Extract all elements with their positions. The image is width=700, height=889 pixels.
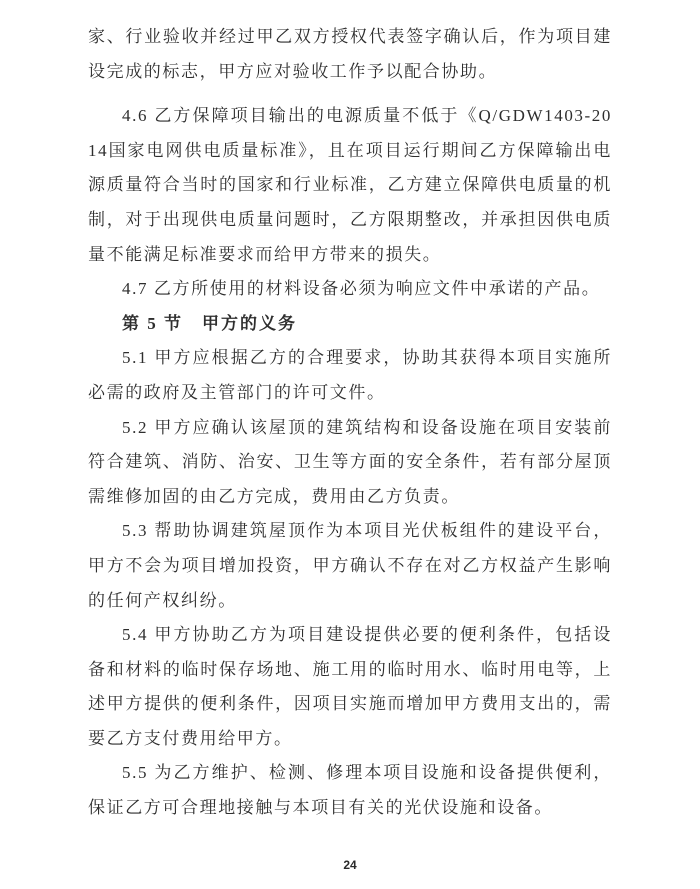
body-paragraph: 家、行业验收并经过甲乙双方授权代表签字确认后，作为项目建设完成的标志，甲方应对验收工作予以配合协助。 bbox=[88, 27, 612, 81]
body-paragraph: 5.1 甲方应根据乙方的合理要求，协助其获得本项目实施所必需的政府及主管部门的许可文件。 bbox=[88, 348, 612, 402]
page-number: 24 bbox=[343, 858, 357, 872]
body-paragraph: 5.4 甲方协助乙方为项目建设提供必要的便利条件，包括设备和材料的临时保存场地、施工用的临时用水、临时用电等，上述甲方提供的便利条件，因项目实施而增加甲方费用支出的，需要乙方支付费用给甲方。 bbox=[88, 625, 612, 748]
body-paragraph: 4.7 乙方所使用的材料设备必须为响应文件中承诺的产品。 bbox=[122, 279, 601, 299]
body-paragraph: 4.6 乙方保障项目输出的电源质量不低于《Q/GDW1403-2014国家电网供电质量标准》，且在项目运行期间乙方保障输出电源质量符合当时的国家和行业标准，乙方建立保障供电质量的机制，对于出现供电质量问题时，乙方限期整改，并承担因供电质量不能满足标准要求而给甲方带来的损失。 bbox=[88, 106, 612, 264]
section-heading: 第 5 节 甲方的义务 bbox=[122, 313, 297, 333]
document-content bbox=[88, 20, 612, 826]
body-paragraph: 5.3 帮助协调建筑屋顶作为本项目光伏板组件的建设平台，甲方不会为项目增加投资，甲方确认不存在对乙方权益产生影响的任何产权纠纷。 bbox=[88, 521, 612, 610]
body-paragraph: 5.5 为乙方维护、检测、修理本项目设施和设备提供便利，保证乙方可合理地接触与本项目有关的光伏设施和设备。 bbox=[88, 763, 612, 818]
body-paragraph: 5.2 甲方应确认该屋顶的建筑结构和设备设施在项目安装前符合建筑、消防、治安、卫生等方面的安全条件，若有部分屋顶需维修加固的由乙方完成，费用由乙方负责。 bbox=[88, 417, 612, 506]
